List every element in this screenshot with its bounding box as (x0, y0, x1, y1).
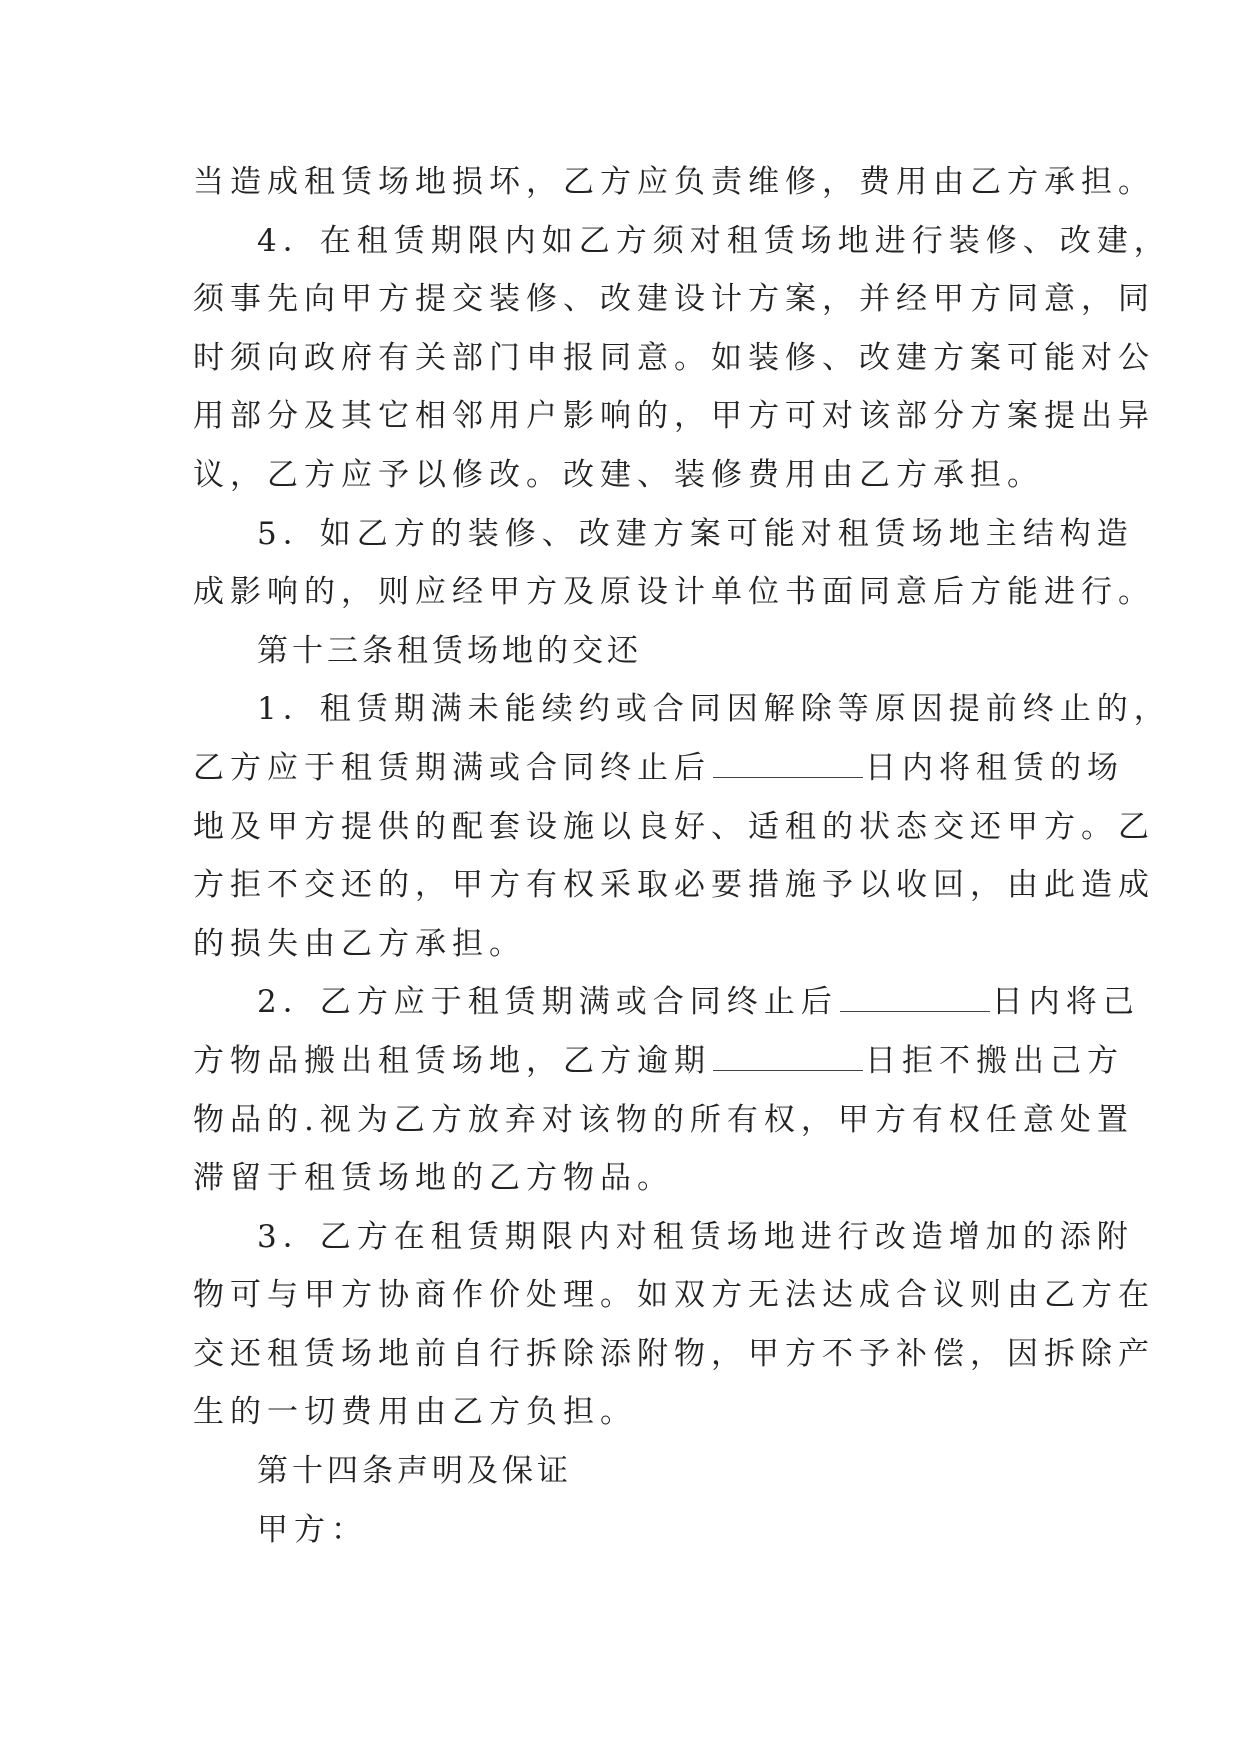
line-text: 方物品搬出租赁场地，乙方逾期 (193, 1042, 711, 1079)
paragraph-line: 物可与甲方协商作价处理。如双方无法达成合议则由乙方在 (193, 1277, 1155, 1314)
paragraph-line: 物品的.视为乙方放弃对该物的所有权，甲方有权任意处置 (193, 1101, 1134, 1138)
paragraph-line: 当造成租赁场地损坏，乙方应负责维修，费用由乙方承担。 (193, 164, 1155, 200)
paragraph-line: 滞留于租赁场地的乙方物品。 (193, 1160, 674, 1197)
paragraph-line: 议，乙方应予以修改。改建、装修费用由乙方承担。 (193, 456, 1044, 493)
paragraph-line: 生的一切费用由乙方负担。 (193, 1394, 637, 1431)
paragraph-line: 1．租赁期满未能续约或合同因解除等原因提前终止的， (257, 691, 1171, 728)
line-text: 乙方应于租赁期满或合同终止后 (193, 749, 711, 786)
line-text: 日内将己 (991, 984, 1140, 1021)
party-label: 甲方： (257, 1511, 368, 1548)
paragraph-line (193, 1032, 1124, 1091)
paragraph-line: 方拒不交还的，甲方有权采取必要措施予以收回，由此造成 (193, 867, 1155, 904)
paragraph-line: 5．如乙方的装修、改建方案可能对租赁场地主结构造 (257, 515, 1134, 552)
paragraph-line: 的损失由乙方承担。 (193, 925, 526, 962)
paragraph-line: 成影响的，则应经甲方及原设计单位书面同意后方能进行。 (193, 574, 1155, 611)
section-heading: 第十四条声明及保证 (257, 1453, 572, 1490)
fill-in-blank (713, 747, 863, 778)
paragraph-line: 地及甲方提供的配套设施以良好、适租的状态交还甲方。乙 (193, 808, 1155, 845)
document-body (193, 153, 1171, 1559)
paragraph-line: 交还租赁场地前自行拆除添附物，甲方不予补偿，因拆除产 (193, 1335, 1155, 1372)
fill-in-blank (840, 981, 990, 1012)
line-text: 日拒不搬出己方 (865, 1042, 1124, 1079)
line-text: 日内将租赁的场 (865, 749, 1124, 786)
paragraph-line: 用部分及其它相邻用户影响的，甲方可对该部分方案提出异 (193, 398, 1155, 435)
paragraph-line: 时须向政府有关部门申报同意。如装修、改建方案可能对公 (193, 339, 1155, 376)
paragraph-line (193, 973, 1140, 1032)
paragraph-line (193, 739, 1124, 798)
section-heading: 第十三条租赁场地的交还 (257, 632, 642, 669)
line-text: 2．乙方应于租赁期满或合同终止后 (257, 984, 838, 1021)
paragraph-line: 4．在租赁期限内如乙方须对租赁场地进行装修、改建， (257, 222, 1171, 259)
fill-in-blank (713, 1040, 863, 1071)
paragraph-line: 须事先向甲方提交装修、改建设计方案，并经甲方同意，同 (193, 281, 1155, 318)
paragraph-line: 3．乙方在租赁期限内对租赁场地进行改造增加的添附 (257, 1218, 1134, 1255)
